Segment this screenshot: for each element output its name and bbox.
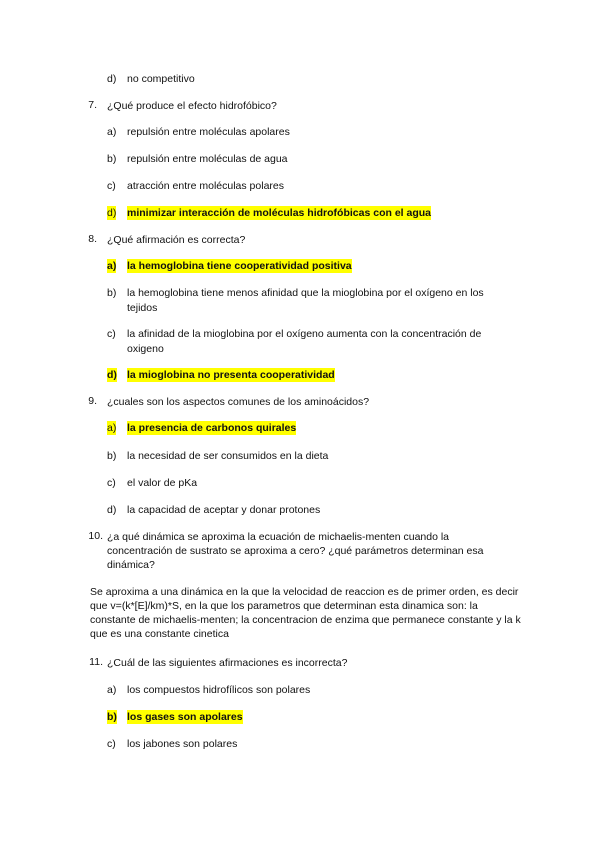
option-letter: a) [107,684,117,696]
option-text: la capacidad de aceptar y donar protones [127,504,321,516]
option-letter: c) [107,738,116,750]
question-text-line: ¿a qué dinámica se aproxima la ecuación de michaelis-menten cuando la [107,531,450,543]
question-text-line: concentración de sustrato se aproxima a cero? ¿qué parámetros determinan esa [107,545,484,557]
option-letter: d) [107,73,117,85]
question-number: 9. [88,395,97,407]
question-text: ¿Cuál de las siguientes afirmaciones es incorrecta? [107,657,348,669]
option-text-line: oxigeno [127,343,164,355]
option-letter: a) [107,126,117,138]
option-letter: c) [107,328,116,340]
option-text: repulsión entre moléculas de agua [127,153,288,165]
option-text: los jabones son polares [127,738,238,750]
option-letter-highlighted: a) [107,422,117,434]
correct-answer-text: minimizar interacción de moléculas hidrofóbicas con el agua [127,207,431,219]
option-letter-highlighted: b) [107,711,117,723]
answer-paragraph [90,585,600,645]
option-text: el valor de pKa [127,477,198,489]
option-text: la necesidad de ser consumidos en la dieta [127,450,329,462]
option-letter: c) [107,180,116,192]
question-text: ¿Qué produce el efecto hidrofóbico? [107,100,277,112]
correct-answer-text: los gases son apolares [127,711,243,723]
option-letter: c) [107,477,116,489]
option-letter: b) [107,450,117,462]
option-letter: b) [107,287,117,299]
option-text-line: la afinidad de la mioglobina por el oxígeno aumenta con la concentración de [127,328,482,340]
question-number: 8. [88,233,97,245]
question-text-line: dinámica? [107,559,155,571]
option-letter: d) [107,504,117,516]
answer-line: Se aproxima a una dinámica en la que la velocidad de reaccion es de primer orden, es decir [90,586,519,598]
option-text: no competitivo [127,73,195,85]
option-letter-highlighted: d) [107,369,117,381]
question-text: ¿cuales son los aspectos comunes de los aminoácidos? [107,396,370,408]
option-text: atracción entre moléculas polares [127,180,284,192]
question-number: 11. [89,656,103,668]
answer-line: constante de michaelis-menten; la concentracion de enzima que permanece constante y la k [90,614,521,626]
answer-line: que es una constante cinetica [90,628,229,640]
option-text-line: la hemoglobina tiene menos afinidad que la mioglobina por el oxígeno en los [127,287,484,299]
correct-answer-text: la mioglobina no presenta cooperatividad [127,369,335,381]
option-letter-highlighted: a) [107,260,117,272]
question-text: ¿Qué afirmación es correcta? [107,234,246,246]
question-number: 7. [88,99,97,111]
correct-answer-text: la presencia de carbonos quirales [127,422,297,434]
question-number: 10. [88,530,103,542]
option-letter-highlighted: d) [107,207,117,219]
option-text: repulsión entre moléculas apolares [127,126,290,138]
option-text-line: tejidos [127,302,158,314]
option-text: los compuestos hidrofílicos son polares [127,684,311,696]
answer-line: que v=(k*[E]/km)*S, en la que los parametros que determinan esta dinamica son: la [90,600,478,612]
option-letter: b) [107,153,117,165]
correct-answer-text: la hemoglobina tiene cooperatividad positiva [127,260,352,272]
